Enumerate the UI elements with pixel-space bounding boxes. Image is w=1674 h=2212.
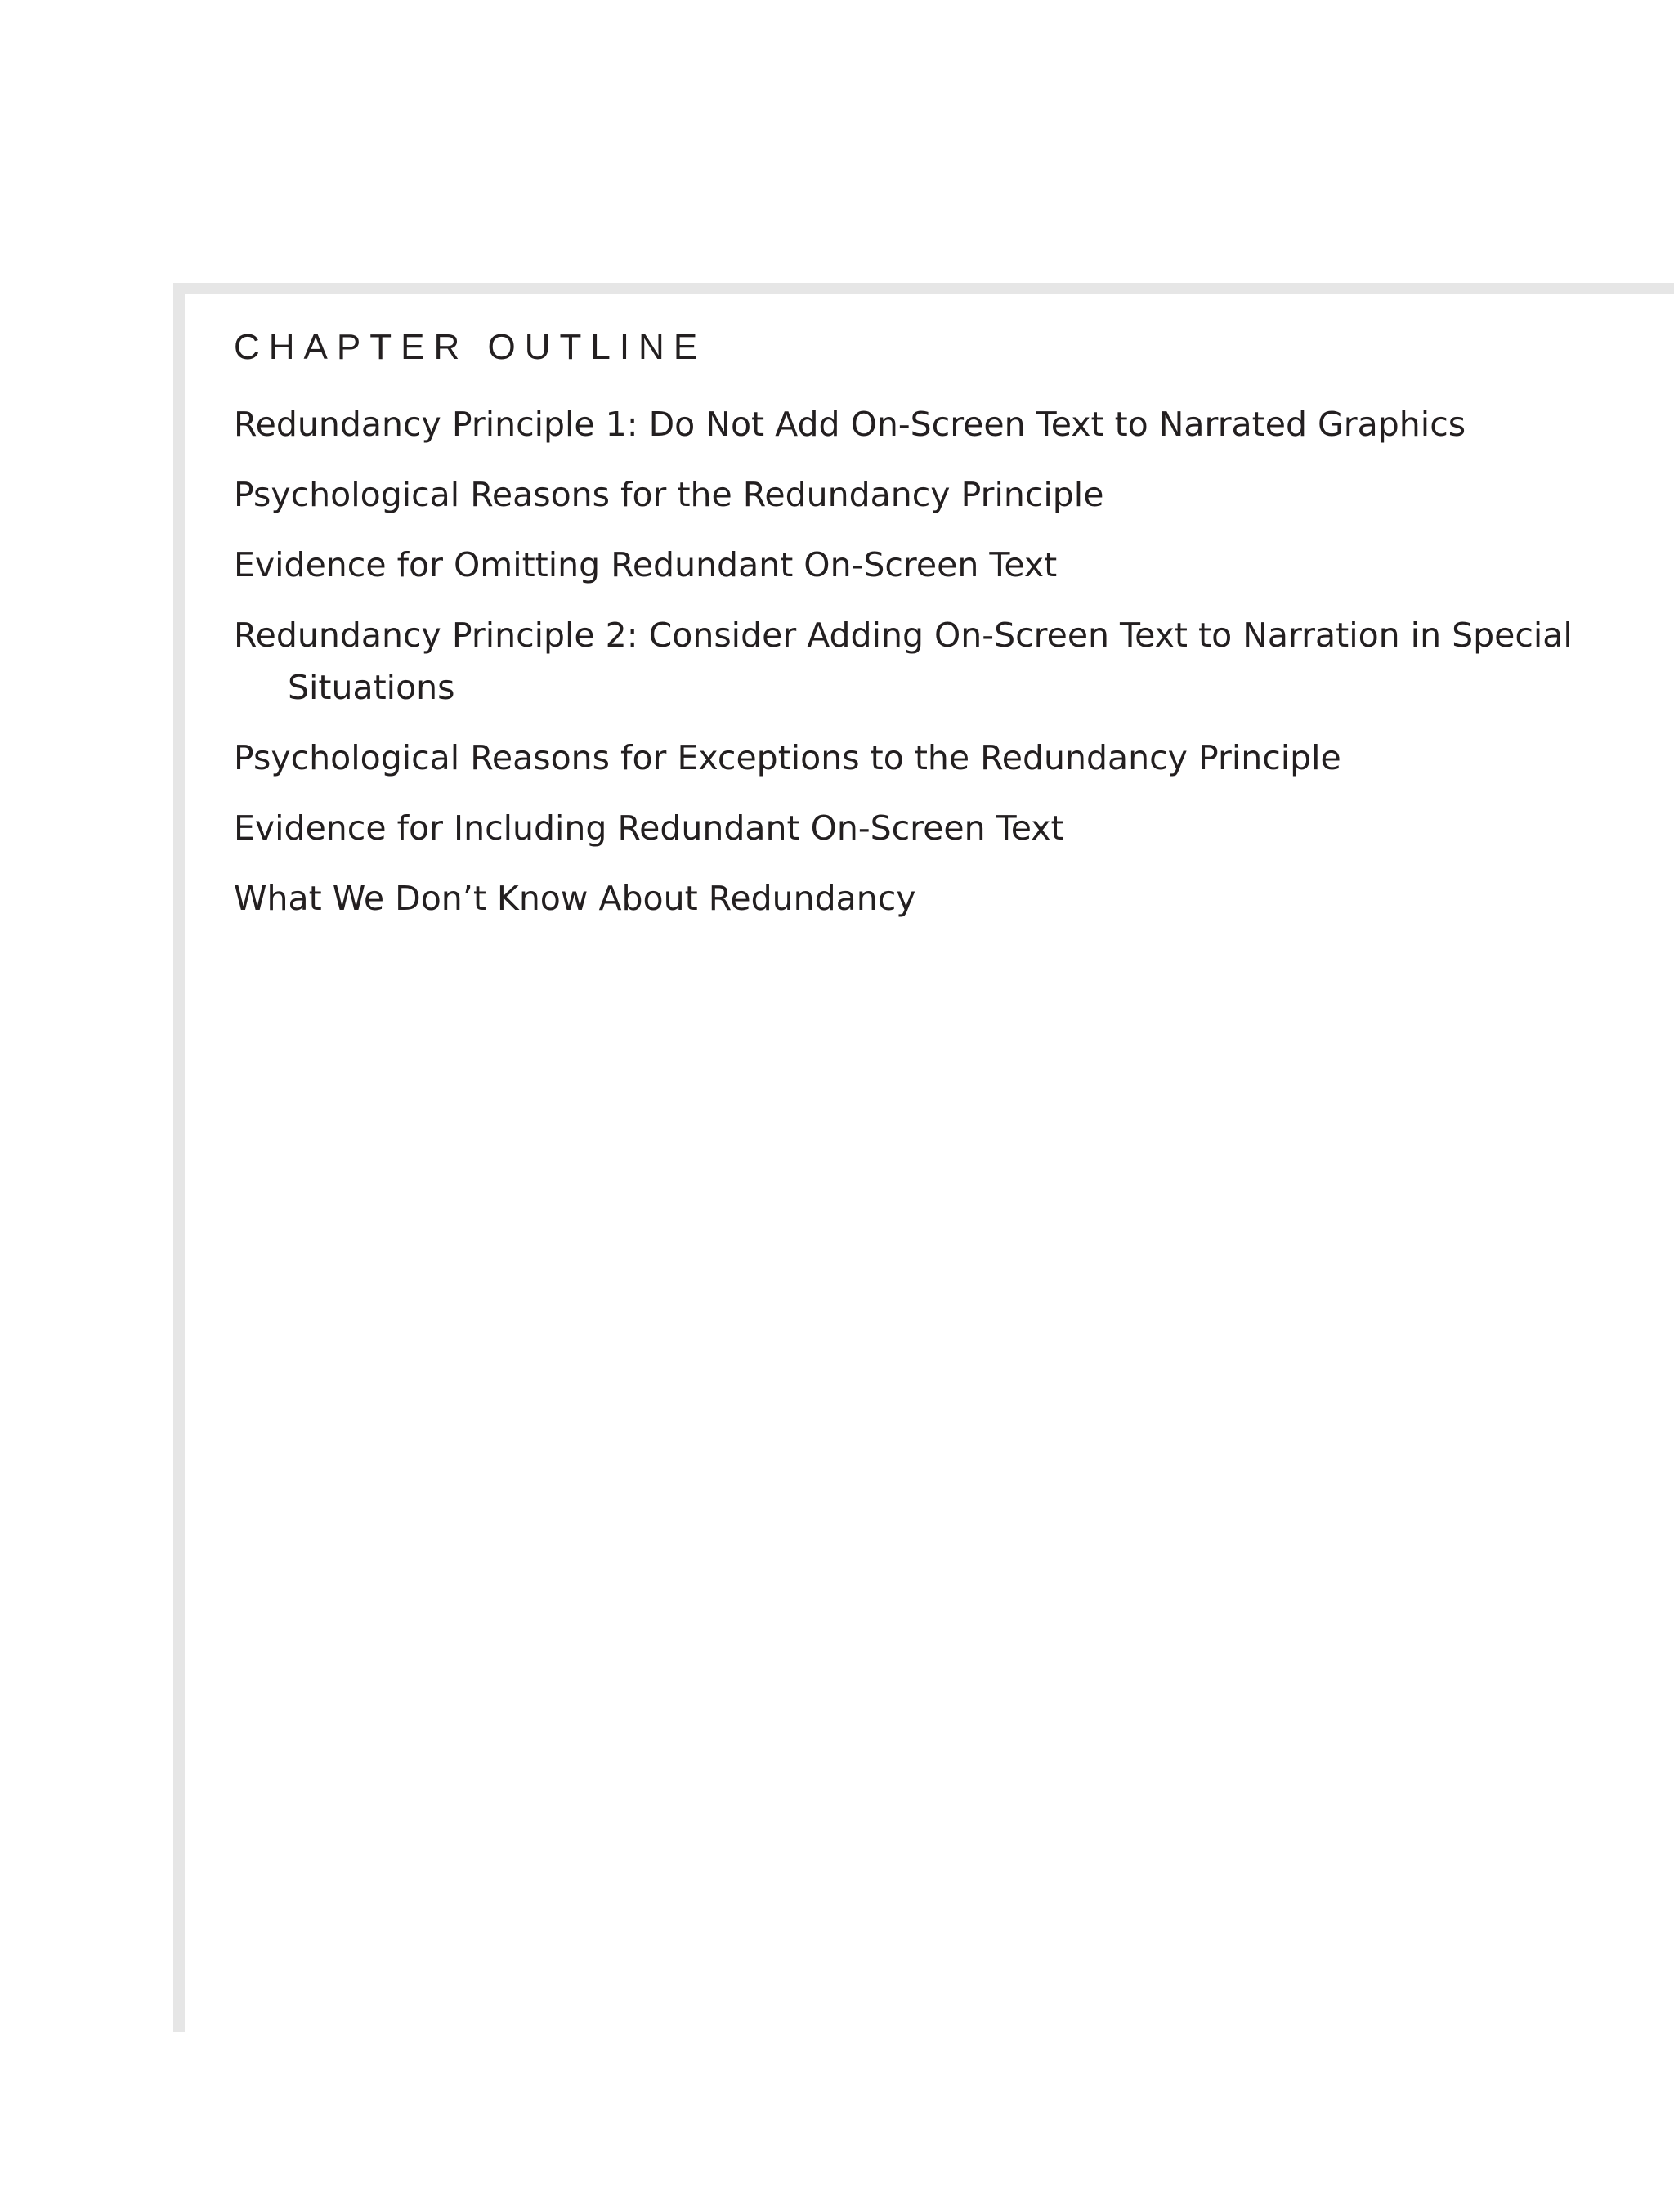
outline-item-evidence-including: Evidence for Including Redundant On-Screen Text bbox=[234, 808, 1064, 848]
outline-item-psychological-exceptions: Psychological Reasons for Exceptions to the Redundancy Principle bbox=[234, 738, 1341, 777]
chapter-outline bbox=[234, 323, 1623, 943]
outline-item-what-we-dont-know: What We Don’t Know About Redundancy bbox=[234, 879, 916, 918]
frame-left-rule bbox=[173, 283, 185, 2032]
outline-item-redundancy-principle-1: Redundancy Principle 1: Do Not Add On-Screen Text to Narrated Graphics bbox=[234, 405, 1466, 444]
outline-item-redundancy-principle-2: Redundancy Principle 2: Consider Adding On-Screen Text to Narration in Special Situations bbox=[234, 616, 1573, 707]
frame-top-rule bbox=[173, 283, 1674, 294]
outline-list bbox=[234, 398, 1623, 925]
outline-item-evidence-omitting: Evidence for Omitting Redundant On-Screen Text bbox=[234, 545, 1058, 584]
outline-item-psychological-reasons: Psychological Reasons for the Redundancy Principle bbox=[234, 475, 1104, 514]
outline-heading: CHAPTER OUTLINE bbox=[234, 327, 707, 367]
